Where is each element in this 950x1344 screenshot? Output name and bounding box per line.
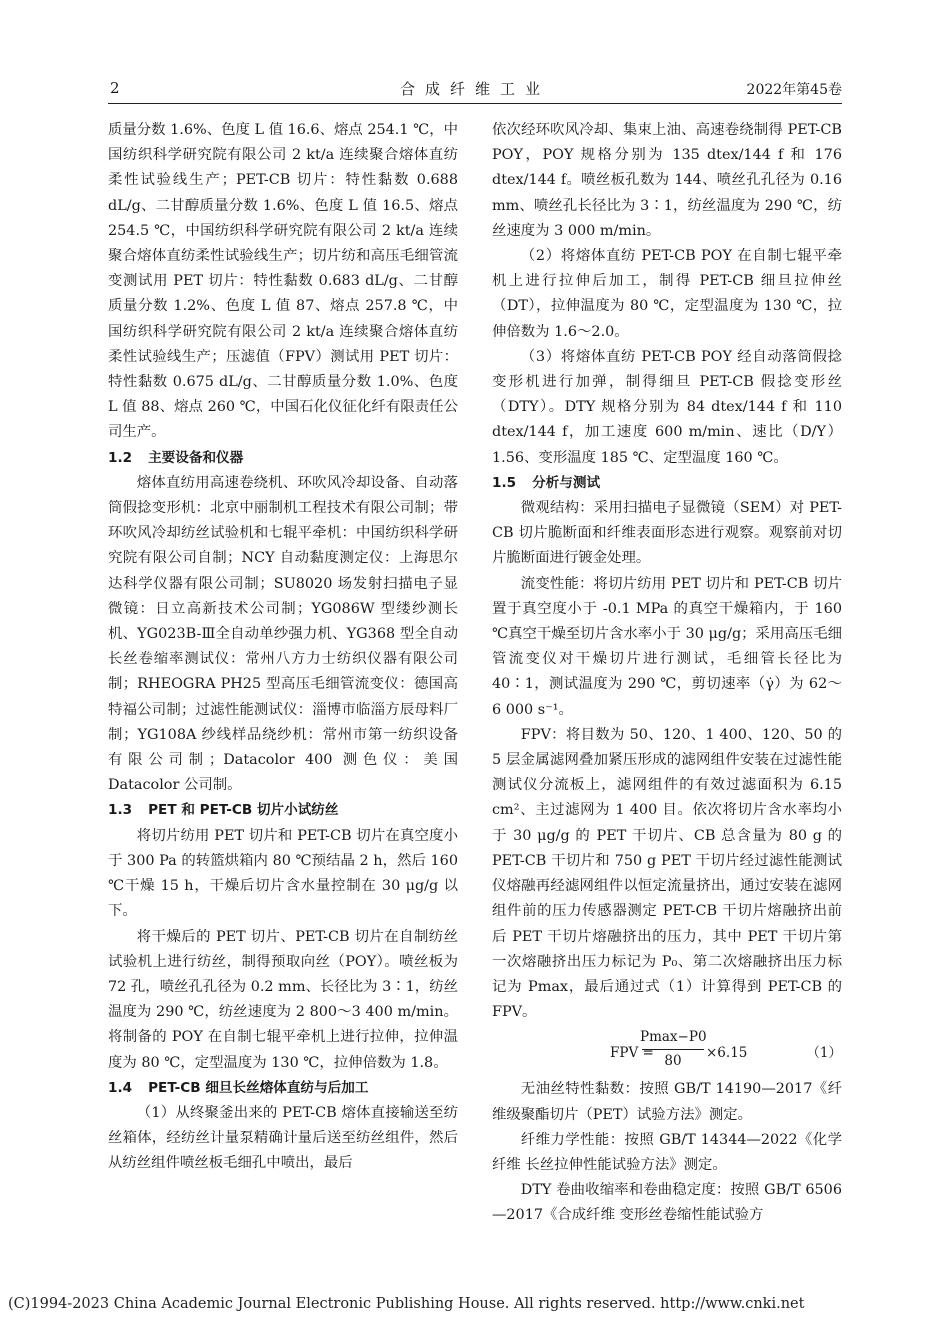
fraction-bar [642, 1049, 704, 1050]
paragraph: 质量分数 1.6%、色度 L 值 16.6、熔点 254.1 ℃，中国纺织科学研究院有限公司 2 kt/a 连续聚合熔体直纺柔性试验线生产；PET-CB 切片：特性黏数 0.688 dL/g、二甘醇质量分数 1.6%、色度 L 值 16.5、熔点 254.5 ℃，中国纺织科学研究院有限公司 2 kt/a 连续聚合熔体直纺柔性试验线生产；切片纺和高压毛细管流变测试用 PET 切片：特性黏数 0.683 dL/g、二甘醇质量分数 1.2%、色度 L 值 87、熔点 257.8 ℃，中国纺织科学研究院有限公司 2 kt/a 连续聚合熔体直纺柔性试验线生产；压滤值（FPV）测试用 PET 切片：特性黏数 0.675 dL/g、二甘醇质量分数 1.0%、色度 L 值 88、熔点 260 ℃，中国石化仪征化纤有限责任公司生产。 [108, 122, 458, 441]
paragraph: 将干燥后的 PET 切片、PET-CB 切片在自制纺丝试验机上进行纺丝，制得预取向丝（POY）。喷丝板为 72 孔，喷丝孔孔径为 0.2 mm、长径比为 3∶1，纺丝温度为 290 ℃，纺丝速度为 2 800～3 400 m/min。将制备的 POY 在自制七辊平牵机上进行拉伸，拉伸温度为 80 ℃，定型温度为 130 ℃，拉伸倍数为 1.8。 [108, 928, 458, 1071]
section-number: 1.5 [492, 474, 517, 491]
paragraph: FPV：将目数为 50、120、1 400、120、50 的 5 层金属滤网叠加紧压形成的滤网组件安装在过滤性能测试仪分流板上，滤网组件的有效过滤面积为 6.15 cm²、主过滤网为 1 400 目。依次将切片含水率均小于 30 μg/g 的 PET 干切片、CB 总含量为 80 g 的 PET-CB 干切片和 750 g PET 干切片经过滤性能测试仪熔融再经滤网组件以恒定流量挤出，通过安装在滤网组件前的压力传感器测定 PET-CB 干切片熔融挤出前后 PET 干切片熔融挤出的压力，其中 PET 干切片第一次熔融挤出压力标记为 P₀、第二次熔融挤出压力标记为 Pmax，最后通过式（1）计算得到 PET-CB 的 FPV。 [492, 726, 842, 1021]
paragraph: （3）将熔体直纺 PET-CB POY 经自动落筒假捻变形机进行加弹，制得细旦 PET-CB 假捻变形丝（DTY）。DTY 规格分别为 84 dtex/144 f 和 110 dtex/144 f，加工速度 600 m/min、速比（D/Y）1.56、变形温度 185 ℃、定型温度 160 ℃。 [492, 348, 842, 466]
copyright-footer: (C)1994-2023 China Academic Journal Electronic Publishing House. All rights reserved. http://www.cnki.net [8, 1296, 805, 1312]
left-column [108, 118, 458, 1177]
section-heading [108, 798, 458, 823]
section-number: 1.4 [108, 1079, 133, 1096]
section-number: 1.3 [108, 802, 133, 819]
section-title: 主要设备和仪器 [148, 449, 244, 466]
section-heading [108, 446, 458, 471]
paragraph: 将切片纺用 PET 切片和 PET-CB 切片在真空度小于 300 Pa 的转篮烘箱内 80 ℃预结晶 2 h，然后 160 ℃干燥 15 h，干燥后切片含水量控制在 30 μg/g 以下。 [108, 827, 458, 920]
journal-title: 合成纤维工业 [399, 80, 550, 98]
paragraph: 熔体直纺用高速卷绕机、环吹风冷却设备、自动落筒假捻变形机：北京中丽制机工程技术有限公司制；带环吹风冷却纺丝试验机和七辊平牵机：中国纺织科学研究院有限公司自制；NCY 自动黏度测定仪：上海思尔达科学仪器有限公司制；SU8020 场发射扫描电子显微镜：日立高新技术公司制；YG086W 型缕纱测长机、YG023B-Ⅲ全自动单纱强力机、YG368 型全自动长丝卷缩率测试仪：常州八方力士纺织仪器有限公司制；RHEOGRA PH25 型高压毛细管流变仪：德国高特福公司制；过滤性能测试仪：淄博市临淄方辰母料厂制；YG108A 纱线样品绕纱机：常州市第一纺织设备有限公司制；Datacolor 400 测色仪：美国 Datacolor 公司制。 [108, 474, 458, 794]
equation-number: （1） [806, 1045, 842, 1062]
section-number: 1.2 [108, 449, 133, 466]
section-title: PET-CB 细旦长丝熔体直纺与后加工 [148, 1079, 369, 1096]
right-column [492, 118, 842, 1229]
paragraph: 流变性能：将切片纺用 PET 切片和 PET-CB 切片置于真空度小于 -0.1 MPa 的真空干燥箱内，于 160 ℃真空干燥至切片含水率小于 30 μg/g；采用高压毛细管流变仪对干燥切片进行测试，毛细管长径比为 40∶1，测试温度为 290 ℃，剪切速率（γ̇）为 62～6 000 s⁻¹。 [492, 575, 842, 718]
paragraph: 依次经环吹风冷却、集束上油、高速卷绕制得 PET-CB POY，POY 规格分别为 135 dtex/144 f 和 176 dtex/144 f。喷丝板孔数为 144、喷丝孔孔径为 0.16 mm、喷丝孔长径比为 3∶1，纺丝温度为 290 ℃，纺丝速度为 3 000 m/min。 [492, 122, 842, 239]
paragraph: （1）从终聚釜出来的 PET-CB 熔体直接输送至纺丝箱体，经纺丝计量泵精确计量后送至纺丝组件，然后从纺丝组件喷丝板毛细孔中喷出，最后 [108, 1104, 458, 1172]
equation-rhs: ×6.15 [706, 1045, 748, 1062]
equation-lhs: FPV = [610, 1045, 654, 1062]
running-header [0, 0, 950, 110]
header-rule [108, 103, 842, 104]
page-number: 2 [110, 79, 120, 97]
equation-denominator: 80 [664, 1053, 682, 1070]
paragraph: （2）将熔体直纺 PET-CB POY 在自制七辊平牵机上进行拉伸后加工，制得 PET-CB 细旦拉伸丝（DT），拉伸温度为 80 ℃，定型温度为 130 ℃，拉伸倍数为 1.6～2.0。 [492, 248, 842, 340]
equation-numerator: Pmax−P0 [640, 1029, 707, 1046]
paragraph: 无油丝特性黏数：按照 GB/T 14190—2017《纤维级聚酯切片（PET）试验方法》测定。 [492, 1081, 842, 1123]
paragraph: DTY 卷曲收缩率和卷曲稳定度：按照 GB/T 6506—2017《合成纤维 变形丝卷缩性能试验方 [492, 1182, 842, 1224]
section-heading [108, 1076, 458, 1101]
paragraph: 纤维力学性能：按照 GB/T 14344—2022《化学纤维 长丝拉伸性能试验方法》测定。 [492, 1131, 842, 1173]
section-heading [492, 471, 842, 496]
paragraph: 微观结构：采用扫描电子显微镜（SEM）对 PET-CB 切片脆断面和纤维表面形态进行观察。观察前对切片脆断面进行镀金处理。 [492, 500, 842, 567]
equation-1 [492, 1025, 842, 1077]
section-title: 分析与测试 [532, 474, 601, 491]
issue-label: 2022年第45卷 [746, 82, 842, 98]
section-title: PET 和 PET-CB 切片小试纺丝 [148, 802, 339, 819]
